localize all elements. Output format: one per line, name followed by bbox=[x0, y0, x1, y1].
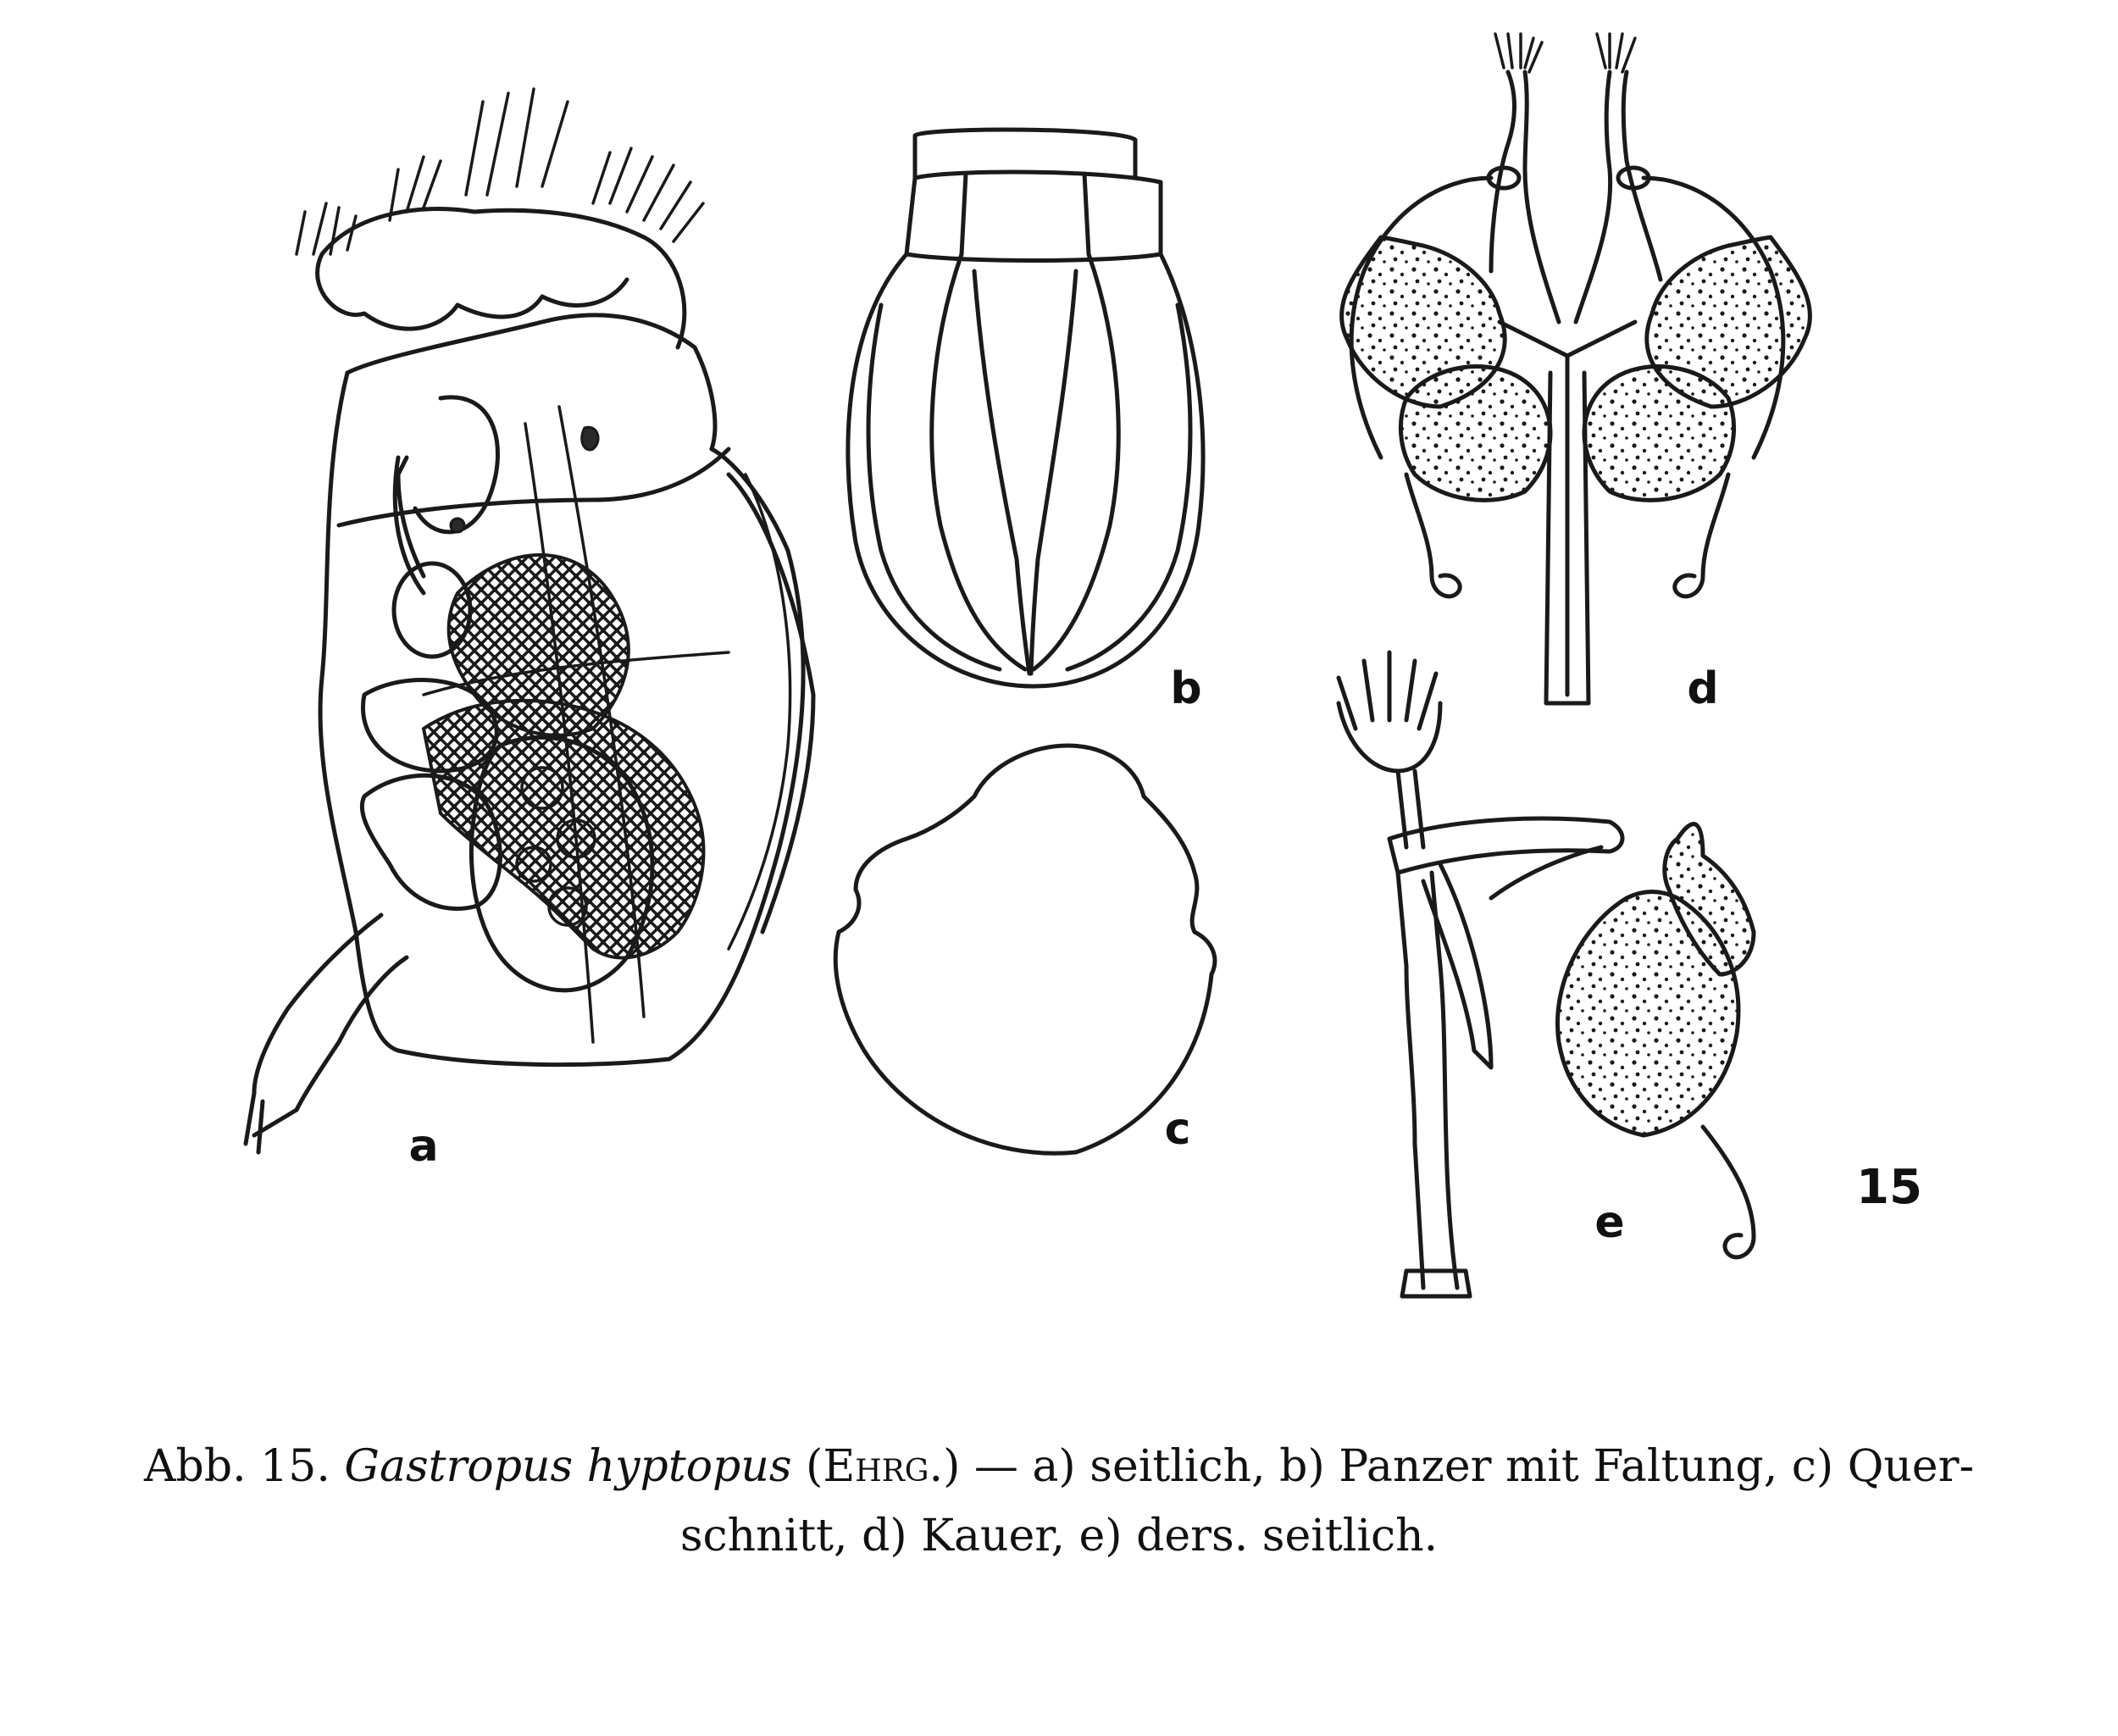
panel-label-c: c bbox=[1164, 1104, 1191, 1155]
drawing-e-mastax-lateral bbox=[1339, 652, 1754, 1296]
panel-label-e: e bbox=[1594, 1197, 1625, 1248]
figure-number: 15 bbox=[1856, 1160, 1922, 1215]
panel-label-a: a bbox=[408, 1121, 439, 1172]
caption-line-2: schnitt, d) Kauer, e) ders. seitlich. bbox=[679, 1511, 1439, 1561]
caption-author: (Ehrg.) bbox=[806, 1441, 961, 1492]
caption-line-1-rest: — a) seitlich, b) Panzer mit Faltung, c) Quer- bbox=[960, 1441, 1975, 1492]
caption-species-name: Gastropus hyptopus bbox=[344, 1441, 792, 1492]
figure-caption bbox=[0, 1432, 2118, 1571]
drawing-b-shell-with-folding bbox=[848, 130, 1203, 686]
drawing-d-mastax bbox=[1342, 34, 1810, 703]
panel-label-b: b bbox=[1170, 663, 1202, 714]
caption-line-1 bbox=[0, 1432, 2118, 1501]
caption-prefix: Abb. 15. bbox=[143, 1441, 345, 1492]
panel-label-d: d bbox=[1687, 663, 1719, 714]
drawing-a-lateral-view bbox=[246, 89, 813, 1152]
drawing-c-cross-section bbox=[835, 746, 1215, 1153]
